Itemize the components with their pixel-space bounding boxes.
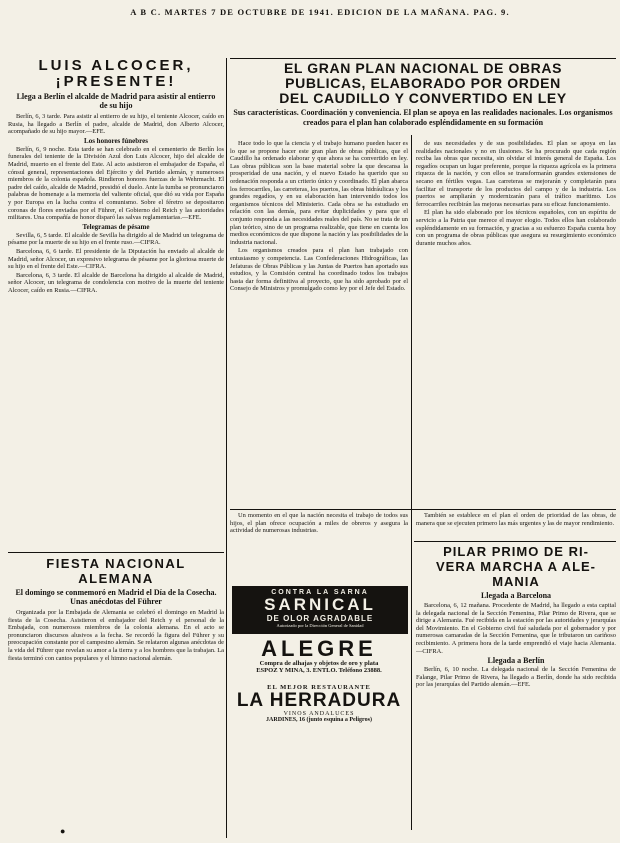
article-pilar <box>416 544 616 836</box>
article-paragraph: Berlín, 6, 10 noche. La delegada nacional de la Sección Femenina de Falange, Pilar Primo de Rivera, ha llegado a Berlín, donde ha sido recibida por las jerarquías del Partido alemán.—EFE. <box>416 666 616 689</box>
article-deck: El domingo se conmemoró en Madrid el Día de la Cosecha. Unas anécdotas del Führer <box>15 588 217 606</box>
ad-sarnical <box>232 586 408 634</box>
article-title: MANIA <box>492 574 540 589</box>
main-continuation-b <box>416 512 616 538</box>
main-headline: PUBLICAS, ELABORADO POR ORDEN <box>285 75 561 91</box>
column-divider-left <box>226 58 227 838</box>
article-paragraph: Barcelona, 6, 12 mañana. Procedente de Madrid, ha llegado a esta capital la delegada nacional de la Sección Femenina, Pilar Primo de Rivera, que se dirige a Alemania. Fué recibida en la estación por las autoridades y jerarquías del Movimiento. En el Gobierno civil fué saludada por el gobernador y por numerosas camaradas de la Sección Femenina, que le tributaron un cariñoso recibimiento. A primera hora de la tarde emprendió el viaje hacia Alemania.—CIFRA. <box>416 602 616 655</box>
article-subhead: Telegramas de pésame <box>82 222 150 231</box>
ad-sarnical-tag: DE OLOR AGRADABLE <box>266 614 374 623</box>
main-headline: EL GRAN PLAN NACIONAL DE OBRAS <box>283 61 563 76</box>
main-column-a <box>230 140 408 506</box>
ad-herradura-tag: EL MEJOR RESTAURANTE <box>267 684 371 691</box>
article-subhead: Llegada a Berlín <box>487 656 545 666</box>
article-fiesta <box>8 556 224 838</box>
main-mid-rule <box>230 509 616 510</box>
article-paragraph: Un momento en el que la nación necesita el trabajo de todos sus hijos, el plan ofrece ocupación a miles de obreros y asegura la actividad de numerosas industrias. <box>230 512 408 535</box>
article-subhead: Llegada a Barcelona <box>480 591 552 600</box>
column-divider-main <box>411 135 412 680</box>
running-head: A B C. MARTES 7 DE OCTUBRE DE 1941. EDICION DE LA MAÑANA. PAG. 9. <box>130 7 510 17</box>
ad-la-herradura <box>232 684 406 740</box>
main-headline-block <box>230 61 616 135</box>
article-paragraph: Berlín, 6, 3 tarde. Para asistir al entierro de su hijo, el teniente Alcocer, caído en Rusia, ha llegado a Berlín el padre, alcalde de Madrid, don Alberto Alcocer, acompañado de su hijo mayor.—EFE. <box>8 113 224 136</box>
bullet-mark: ● <box>60 826 66 836</box>
pilar-top-rule <box>414 541 616 542</box>
article-paragraph: También se establece en el plan el orden de prioridad de las obras, de manera que se ejecuten primero las más urgentes y las de mayor rendimiento. <box>416 512 616 527</box>
ad-sarnical-name: SARNICAL <box>264 595 376 614</box>
ad-alegre-address: ESPOZ Y MINA, 3. ENTLO. Teléfono 23888. <box>256 667 382 674</box>
article-paragraph: Barcelona, 6, 3 tarde. El alcalde de Barcelona ha dirigido al alcalde de Madrid, señor Alcocer, un telegrama de condolencia con motivo de la muerte del teniente Alcocer, caído en Rusia.—CIFRA. <box>8 271 224 294</box>
ad-sarnical-small: Autorizado por la Dirección General de Sanidad <box>276 623 364 628</box>
article-title: ALEMANA <box>78 571 154 586</box>
article-paragraph: Berlín, 6, 9 noche. Esta tarde se han celebrado en el cementerio de Berlín los funerales del teniente de la División Azul don Luis Alcocer, hijo del alcalde de Madrid, muerto en el frente del Este. Al acto asistieron el embajador de España, el cónsul general, representaciones del Ejército y del Partido alemán, y numerosos miembros de la colonia española. Rindieron honores fuerzas de la Wehrmacht. El padre del caído, alcalde de Madrid, presidió el duelo. Ante la tumba se pronunciaron palabras de homenaje a la memoria del valiente oficial, que dió su vida por España y por Europa en la lucha contra el comunismo. Sobre el féretro se depositaron coronas de flores enviadas por el Führer, el Gobierno del Reich y las autoridades militares. Una compañía de honor disparó las salvas reglamentarias.—EFE. <box>8 145 224 222</box>
main-headline: DEL CAUDILLO Y CONVERTIDO EN LEY <box>279 90 567 106</box>
main-top-rule <box>230 58 616 59</box>
article-subhead: Los honores fúnebres <box>84 136 148 145</box>
main-continuation-a <box>230 512 408 582</box>
article-title: ¡PRESENTE! <box>55 73 177 90</box>
article-paragraph: Hace todo lo que la ciencia y el trabajo humano pueden hacer es lo que se propone hacer este gran plan de obras públicas, que el Caudillo ha ordenado elaborar y que ahora se ha convertido en ley. Las obras públicas son la base material sobre la que descansa la prosperidad de una nación, y el nuevo Estado ha querido que su ordenación responda a un criterio único y coordinado. El plan abarca los ferrocarriles, las carreteras, los puertos, las obras hidráulicas y los grandes regadíos, y en su elaboración han intervenido todos los organismos técnicos del Ministerio. Cada obra se ha estudiado en relación con las demás, para evitar duplicidades y para que el conjunto responda a las necesidades reales del país. No se trata de un plan teórico, sino de un programa realizable, que tiene en cuenta los medios económicos de que dispone la nación y las posibilidades de la industria nacional. <box>230 140 408 246</box>
article-title: VERA MARCHA A ALE- <box>435 559 597 574</box>
ad-alegre-text: Compra de alhajas y objetos de oro y plata <box>259 660 379 667</box>
article-paragraph: de sus necesidades y de sus posibilidades. El plan se apoya en las realidades nacionales y no en ilusiones. Se ha procurado que cada región reciba las obras que necesita, sin olvidar el interés general de España. Los regadíos ocupan un lugar preferente, porque la riqueza agrícola es la primera riqueza de la nación, y con ellos se transformarán grandes extensiones de secano en fértiles vegas. Las carreteras se mejorarán y completarán para facilitar el transporte de los productos del campo y de la industria. Los puertos se ampliarán y modernizarán para el tráfico marítimo. Los ferrocarriles recibirán las mejoras necesarias para su eficaz funcionamiento. <box>416 140 616 208</box>
ad-alegre <box>232 638 406 680</box>
article-paragraph: Barcelona, 6, 6 tarde. El presidente de la Diputación ha enviado al alcalde de Madrid, señor Alcocer, un expresivo telegrama de pésame por la gloriosa muerte de su hijo en el frente del Este.—CIFRA. <box>8 247 224 271</box>
ad-herradura-text: VINOS ANDALUCES <box>283 711 355 717</box>
article-title: FIESTA NACIONAL <box>46 556 186 571</box>
ad-alegre-name: ALEGRE <box>261 636 377 661</box>
article-paragraph: Los organismos creados para el plan han trabajado con entusiasmo y competencia. Las Confederaciones Hidrográficas, las Jefaturas de Obras Públicas y las Juntas de Puertos han aportado sus estudios, y la Comisión central ha coordinado todos los trabajos hasta dar forma definitiva al proyecto, que ha sido aprobado por el Consejo de Ministros y promulgado como ley por el Jefe del Estado. <box>230 247 408 293</box>
article-title: PILAR PRIMO DE RI- <box>443 544 589 559</box>
article-deck: Llega a Berlín el alcalde de Madrid para asistir al entierro de su hijo <box>16 92 216 110</box>
main-deck: Sus características. Coordinación y conveniencia. El plan se apoya en las realidades nacionales. Los organismos creados para el plan han colaborado espléndidamente en su formación <box>233 108 613 127</box>
left-mid-rule <box>8 552 224 553</box>
column-divider-ads <box>411 680 412 830</box>
main-column-b <box>416 140 616 506</box>
article-paragraph: Organizada por la Embajada de Alemania se celebró el domingo en Madrid la fiesta de la Cosecha. Asistieron el embajador del Reich y el personal de la Embajada, con numerosos miembros de la colonia alemana. En el acto se pronunciaron discursos alusivos a la fecha. Se recordó la figura del Führer y su preocupación constante por el campesino alemán. Se relataron algunas anécdotas de la vida del Führer que revelan su amor a la tierra y a los hombres que la trabajan. La fiesta terminó con cantos populares y el himno nacional alemán. <box>8 609 224 662</box>
article-alcocer <box>8 58 224 550</box>
article-paragraph: El plan ha sido elaborado por los técnicos españoles, con un espíritu de servicio a la Patria que merece el mayor elogio. Todos ellos han colaborado espléndidamente en su formación, y gracias a su esfuerzo España cuenta hoy con un programa de obras públicas que asegura su resurgimiento económico durante muchos años. <box>416 209 616 247</box>
ad-sarnical-kicker: CONTRA LA SARNA <box>271 589 369 596</box>
ad-herradura-address: JARDINES, 16 (junto esquina a Peligros) <box>266 717 372 723</box>
ad-herradura-name: LA HERRADURA <box>236 690 402 711</box>
article-paragraph: Sevilla, 6, 5 tarde. El alcalde de Sevilla ha dirigido al de Madrid un telegrama de pésame por la muerte de su hijo en el frente ruso.—CIFRA. <box>8 231 224 247</box>
article-title: LUIS ALCOCER, <box>38 58 194 74</box>
